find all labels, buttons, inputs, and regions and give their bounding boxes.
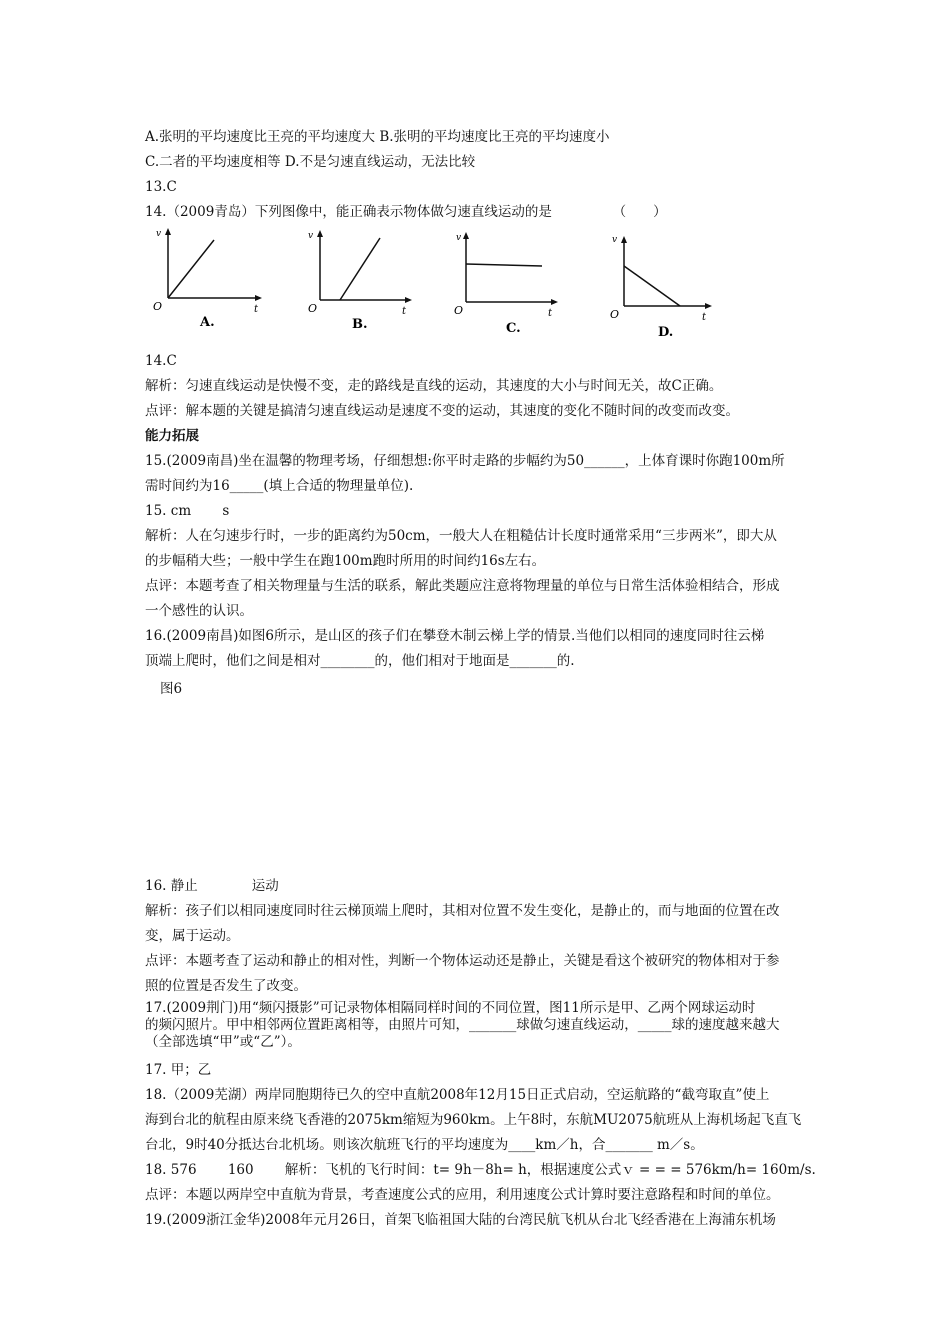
q15-question-1: 15.(2009南昌)坐在温馨的物理考场，仔细想想:你平时走路的步幅约为50______，上体育课时你跑100m所 [145, 453, 785, 469]
q17-answer: 17. 甲；乙 [145, 1062, 212, 1078]
q16-analysis-1: 解析：孩子们以相同速度同时往云梯顶端上爬时，其相对位置不发生变化，是静止的，而与地面的位置在改 [145, 903, 780, 919]
q15-analysis-1: 解析：人在匀速步行时，一步的距离约为50cm，一般大人在粗糙估计长度时通常采用“三步两米”，即大从 [145, 528, 777, 544]
q18-question-3: 台北，9时40分抵达台北机场。则该次航班飞行的平均速度为____km／h，合_______ m／s。 [145, 1137, 704, 1153]
q12-options-ab: A.张明的平均速度比王亮的平均速度大 B.张明的平均速度比王亮的平均速度小 [145, 129, 610, 145]
q12-options-cd: C.二者的平均速度相等 D.不是匀速直线运动，无法比较 [145, 154, 476, 170]
graph-c-caption: C. [506, 321, 521, 336]
graph-c-x-label: t [548, 308, 553, 319]
q15-comment-1: 点评：本题考查了相关物理量与生活的联系，解此类题应注意将物理量的单位与日常生活体验相结合，形成 [145, 578, 780, 594]
q18-question-2: 海到台北的航程由原来绕飞香港的2075km缩短为960km。上午8时，东航MU2075航班从上海机场起飞直飞 [145, 1112, 802, 1128]
graph-d-y-label: v [612, 235, 618, 245]
graph-a [148, 226, 268, 334]
q16-analysis-2: 变，属于运动。 [145, 928, 240, 944]
q16-answer: 16. 静止 运动 [145, 878, 279, 894]
q16-comment-2: 照的位置是否发生了改变。 [145, 978, 307, 994]
graph-b-caption: B. [352, 317, 368, 332]
graph-b-y-label: v [308, 231, 314, 241]
section-heading: 能力拓展 [145, 428, 199, 444]
graph-c [450, 226, 570, 338]
q14-question: 14.（2009青岛）下列图像中，能正确表示物体做匀速直线运动的是 （ ） [145, 204, 667, 220]
q16-comment-1: 点评：本题考查了运动和静止的相对性，判断一个物体运动还是静止，关键是看这个被研究的物体相对于参 [145, 953, 780, 969]
q18-question-1: 18.（2009芜湖）两岸同胞期待已久的空中直航2008年12月15日正式启动，空运航路的“截弯取直”使上 [145, 1087, 770, 1103]
q17-question-1: 17.(2009荆门)用“频闪摄影”可记录物体相隔同样时间的不同位置，图11所示是甲、乙两个网球运动时 [145, 1000, 756, 1016]
q18-comment: 点评：本题以两岸空中直航为背景，考查速度公式的应用，利用速度公式计算时要注意路程和时间的单位。 [145, 1187, 780, 1203]
q14-answer: 14.C [145, 353, 177, 369]
q17-question-3: （全部选填“甲”或“乙”）。 [145, 1034, 301, 1050]
q15-answer: 15. cm s [145, 503, 230, 519]
q15-comment-2: 一个感性的认识。 [145, 603, 253, 619]
graph-c-origin: O [454, 304, 464, 317]
figure-6-caption: 图6 [160, 681, 183, 697]
q14-analysis: 解析：匀速直线运动是快慢不变，走的路线是直线的运动，其速度的大小与时间无关，故C正确。 [145, 378, 723, 394]
graph-d-caption: D. [658, 325, 674, 338]
graph-a-origin: O [153, 300, 163, 313]
q18-answer: 18. 576 160 解析：飞机的飞行时间：t= 9h－8h= h，根据速度公式ｖ = = = 576km/h= 160m/s. [145, 1162, 816, 1178]
graph-a-y-label: v [156, 229, 162, 239]
graph-a-caption: A. [200, 315, 215, 330]
q17-question-2: 的频闪照片。甲中相邻两位置距离相等，由照片可知，_______球做匀速直线运动，_____球的速度越来越大 [145, 1017, 780, 1033]
graph-d [602, 228, 722, 338]
q15-analysis-2: 的步幅稍大些；一般中学生在跑100m跑时所用的时间约16s左右。 [145, 553, 546, 569]
graph-b-x-label: t [402, 306, 407, 317]
q15-question-2: 需时间约为16_____(填上合适的物理量单位). [145, 478, 414, 494]
q14-comment: 点评：解本题的关键是搞清匀速直线运动是速度不变的运动，其速度的变化不随时间的改变而改变。 [145, 403, 739, 419]
graph-c-y-label: v [456, 233, 462, 243]
graph-d-x-label: t [702, 312, 707, 323]
q16-question-2: 顶端上爬时，他们之间是相对________的，他们相对于地面是_______的. [145, 653, 575, 669]
graph-a-x-label: t [254, 304, 259, 315]
graph-d-origin: O [610, 308, 620, 321]
q13-answer: 13.C [145, 179, 177, 195]
q16-question-1: 16.(2009南昌)如图6所示，是山区的孩子们在攀登木制云梯上学的情景.当他们以相同的速度同时往云梯 [145, 628, 765, 644]
graph-b [302, 226, 422, 334]
q19-question-1: 19.(2009浙江金华)2008年元月26日，首架飞临祖国大陆的台湾民航飞机从台北飞经香港在上海浦东机场 [145, 1212, 776, 1228]
graph-b-origin: O [308, 302, 318, 315]
